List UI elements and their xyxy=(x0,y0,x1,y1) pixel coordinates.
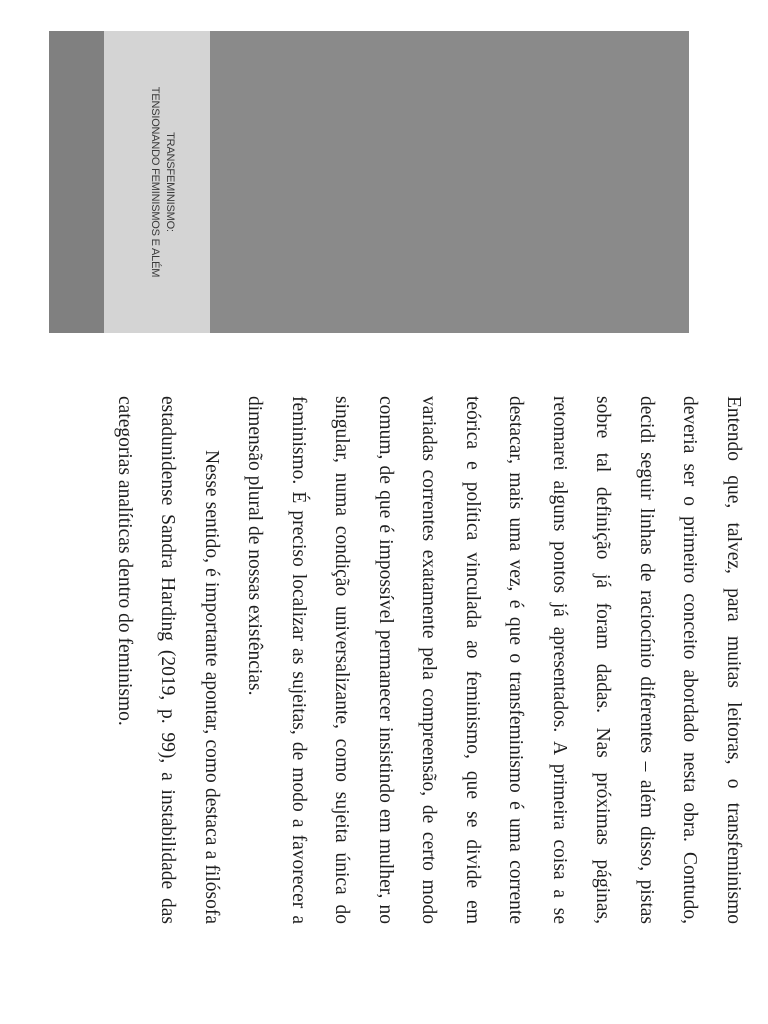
text-line: comum, de que é impossível permanecer insistindo em mulher, no xyxy=(375,396,396,924)
header-line-1: TRANSFEMINISMO: xyxy=(164,132,176,232)
text-line: variadas correntes exatamente pela compreensão, de certo modo xyxy=(418,396,440,924)
text-line: singular, numa condição universalizante, como sujeita única do xyxy=(331,396,353,924)
text-line: deveria ser o primeiro conceito abordado nesta obra. Contudo, xyxy=(679,396,701,924)
text-line: feminismo. É preciso localizar as sujeitas, de modo a favorecer a xyxy=(288,396,309,924)
header-line-2: TENSIONANDO FEMINISMOS E ALÉM xyxy=(149,86,161,278)
text-line: retomarei alguns pontos já apresentados. A primeira coisa a se xyxy=(549,396,570,924)
text-line: estadunidense Sandra Harding (2019, p. 99), a instabilidade das xyxy=(157,396,179,924)
running-header-title xyxy=(137,32,177,332)
text-line: Nesse sentido, é importante apontar, como destaca a filósofa xyxy=(201,450,222,924)
text-line: teórica e política vinculada ao feminismo, que se divide em xyxy=(462,396,483,924)
paragraph-1 xyxy=(233,396,755,924)
body-text xyxy=(95,396,755,924)
text-line: decidi seguir linhas de raciocínio diferentes – além disso, pistas xyxy=(636,396,657,924)
text-line: dimensão plural de nossas existências. xyxy=(244,396,266,696)
paragraph-2 xyxy=(103,396,234,924)
header-edge-strip xyxy=(49,31,104,333)
text-line: sobre tal definição já foram dadas. Nas próximas páginas, xyxy=(592,396,614,924)
text-line: categorias analíticas dentro do feminismo. xyxy=(114,396,135,726)
text-line: destacar, mais uma vez, é que o transfeminismo é uma corrente xyxy=(505,396,527,924)
text-line: Entendo que, talvez, para muitas leitoras, o transfeminismo xyxy=(723,396,744,924)
